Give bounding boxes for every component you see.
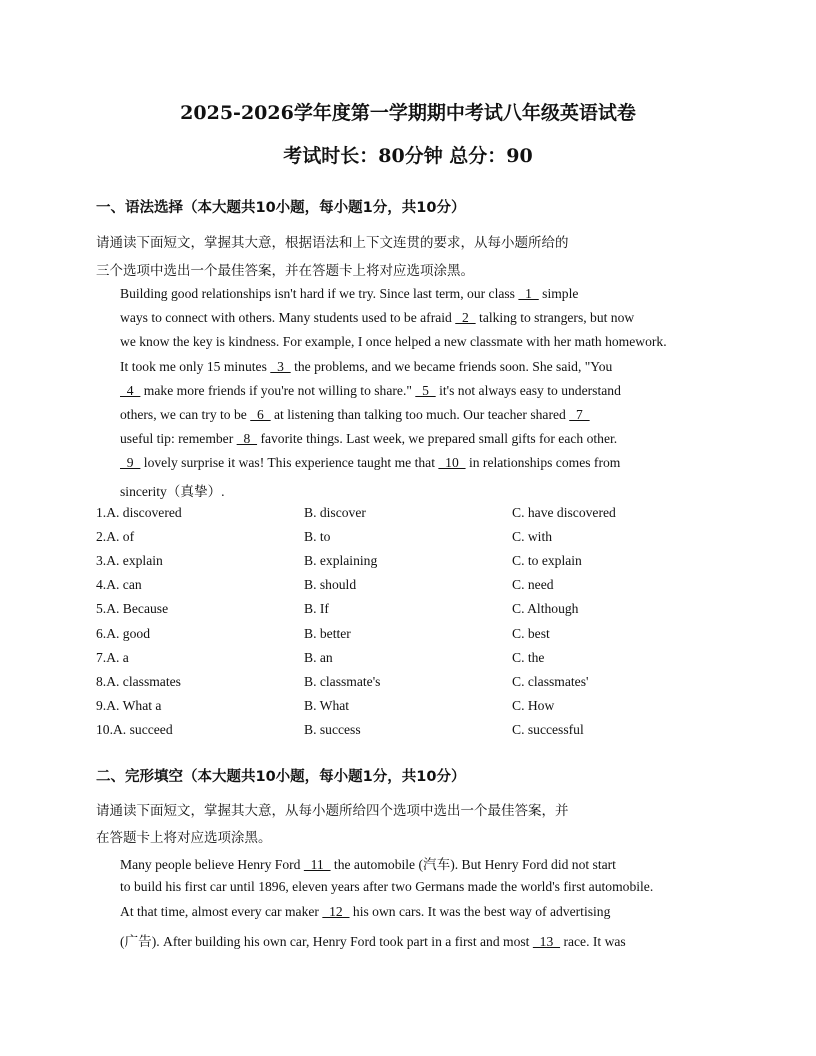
option-c: C. have discovered xyxy=(512,505,616,520)
passage-text: his own cars. It was the best way of advertising xyxy=(349,904,611,919)
section2-heading: 二、完形填空（本大题共10小题，每小题1分，共10分） xyxy=(96,769,466,785)
passage-line xyxy=(120,853,616,873)
option-b: B. classmate's xyxy=(304,673,381,689)
option-b: B. What xyxy=(304,697,350,713)
passage-text: it's not always easy to understand xyxy=(435,382,621,398)
passage-line xyxy=(120,480,225,500)
option-b: B. If xyxy=(304,601,329,617)
passage-text: race. It was xyxy=(560,933,626,949)
option-a: 4.A. can xyxy=(96,577,142,593)
option-c: C. best xyxy=(512,625,550,641)
option-c: C. to explain xyxy=(512,553,582,569)
option-c: C. How xyxy=(512,697,555,713)
answer-blank: 11 xyxy=(303,857,331,872)
passage-text: sincerity（真挚）. xyxy=(120,483,225,499)
option-c: C. Although xyxy=(512,601,579,617)
answer-blank: 6 xyxy=(250,407,271,422)
option-a: 1.A. discovered xyxy=(96,505,182,520)
passage-text: useful tip: remember xyxy=(120,431,237,447)
option-b: B. discover xyxy=(304,505,366,520)
answer-blank: 12 xyxy=(322,904,350,919)
answer-blank: 10 xyxy=(438,455,466,471)
answer-blank: 3 xyxy=(270,358,291,374)
passage-text: others, we can try to be xyxy=(120,407,251,422)
passage-text: make more friends if you're not willing to share." xyxy=(140,382,416,398)
section1-heading: 一、语法选择（本大题共10小题，每小题1分，共10分） xyxy=(96,200,466,216)
passage-text: the automobile (汽车). But Henry Ford did not start xyxy=(330,857,616,872)
option-a: 9.A. What a xyxy=(96,697,162,713)
answer-blank: 1 xyxy=(518,286,539,301)
option-a: 10.A. succeed xyxy=(96,721,173,737)
answer-blank: 5 xyxy=(415,382,436,398)
option-c: C. classmates' xyxy=(512,673,589,689)
passage-text: lovely surprise it was! This experience taught me that xyxy=(140,455,439,471)
passage-text: It took me only 15 minutes xyxy=(120,358,271,374)
option-a: 5.A. Because xyxy=(96,601,169,617)
passage-line xyxy=(120,407,590,423)
passage-line xyxy=(120,286,578,302)
passage-text: At that time, almost every car maker xyxy=(120,904,323,919)
option-c: C. with xyxy=(512,529,553,545)
option-a: 2.A. of xyxy=(96,529,135,545)
section2-instruction-line: 在答题卡上将对应选项涂黑。 xyxy=(96,830,272,846)
answer-blank: 4 xyxy=(120,382,141,398)
passage-text: ways to connect with others. Many students used to be afraid xyxy=(120,310,456,326)
passage-text: Building good relationships isn't hard if we try. Since last term, our class xyxy=(120,286,519,301)
passage-text: at listening than talking too much. Our teacher shared xyxy=(270,407,570,422)
option-b: B. an xyxy=(304,649,333,665)
answer-blank: 2 xyxy=(455,310,476,326)
option-b: B. success xyxy=(304,721,361,737)
answer-blank: 8 xyxy=(236,431,258,447)
passage-line xyxy=(120,383,621,399)
option-a: 8.A. classmates xyxy=(96,673,181,689)
option-a: 7.A. a xyxy=(96,649,129,665)
option-c: C. need xyxy=(512,577,554,593)
passage-text: (广告). After building his own car, Henry Ford took part in a first and most xyxy=(120,933,533,949)
section2-instruction-line: 请通读下面短文，掌握其大意，从每小题所给四个选项中选出一个最佳答案，并 xyxy=(96,803,569,819)
passage-text: favorite things. Last week, we prepared small gifts for each other. xyxy=(257,431,618,447)
option-b: B. explaining xyxy=(304,553,378,569)
option-a: 6.A. good xyxy=(96,625,150,641)
passage-text: simple xyxy=(538,286,579,301)
passage-line xyxy=(120,359,612,375)
option-c: C. the xyxy=(512,649,545,665)
exam-title: 2025-2026学年度第一学期期中考试八年级英语试卷 xyxy=(180,102,636,124)
passage-text: to build his first car until 1896, eleven years after two Germans made the world's first automobile. xyxy=(120,878,654,894)
option-b: B. to xyxy=(304,529,331,545)
passage-line xyxy=(120,879,653,895)
section1-instruction-line: 请通读下面短文，掌握其大意，根据语法和上下文连贯的要求，从每小题所给的 xyxy=(96,235,569,251)
answer-blank: 13 xyxy=(532,933,561,949)
answer-blank: 7 xyxy=(569,407,590,422)
passage-line xyxy=(120,455,620,471)
option-b: B. should xyxy=(304,577,357,593)
passage-line xyxy=(120,930,626,950)
section1-instruction-line: 三个选项中选出一个最佳答案，并在答题卡上将对应选项涂黑。 xyxy=(96,263,474,279)
passage-line xyxy=(120,431,617,447)
option-c: C. successful xyxy=(512,721,584,737)
passage-text: Many people believe Henry Ford xyxy=(120,857,304,872)
passage-line xyxy=(120,310,634,326)
exam-subtitle: 考试时长：80分钟 总分：90 xyxy=(283,145,533,167)
passage-line xyxy=(120,904,610,920)
passage-text: talking to strangers, but now xyxy=(475,310,635,326)
passage-text: in relationships comes from xyxy=(465,455,621,471)
option-b: B. better xyxy=(304,625,351,641)
answer-blank: 9 xyxy=(120,455,141,471)
passage-line xyxy=(120,334,667,350)
option-a: 3.A. explain xyxy=(96,553,163,569)
passage-text: we know the key is kindness. For example, I once helped a new classmate with her math homework. xyxy=(120,334,667,350)
passage-text: the problems, and we became friends soon. She said, "You xyxy=(290,358,613,374)
